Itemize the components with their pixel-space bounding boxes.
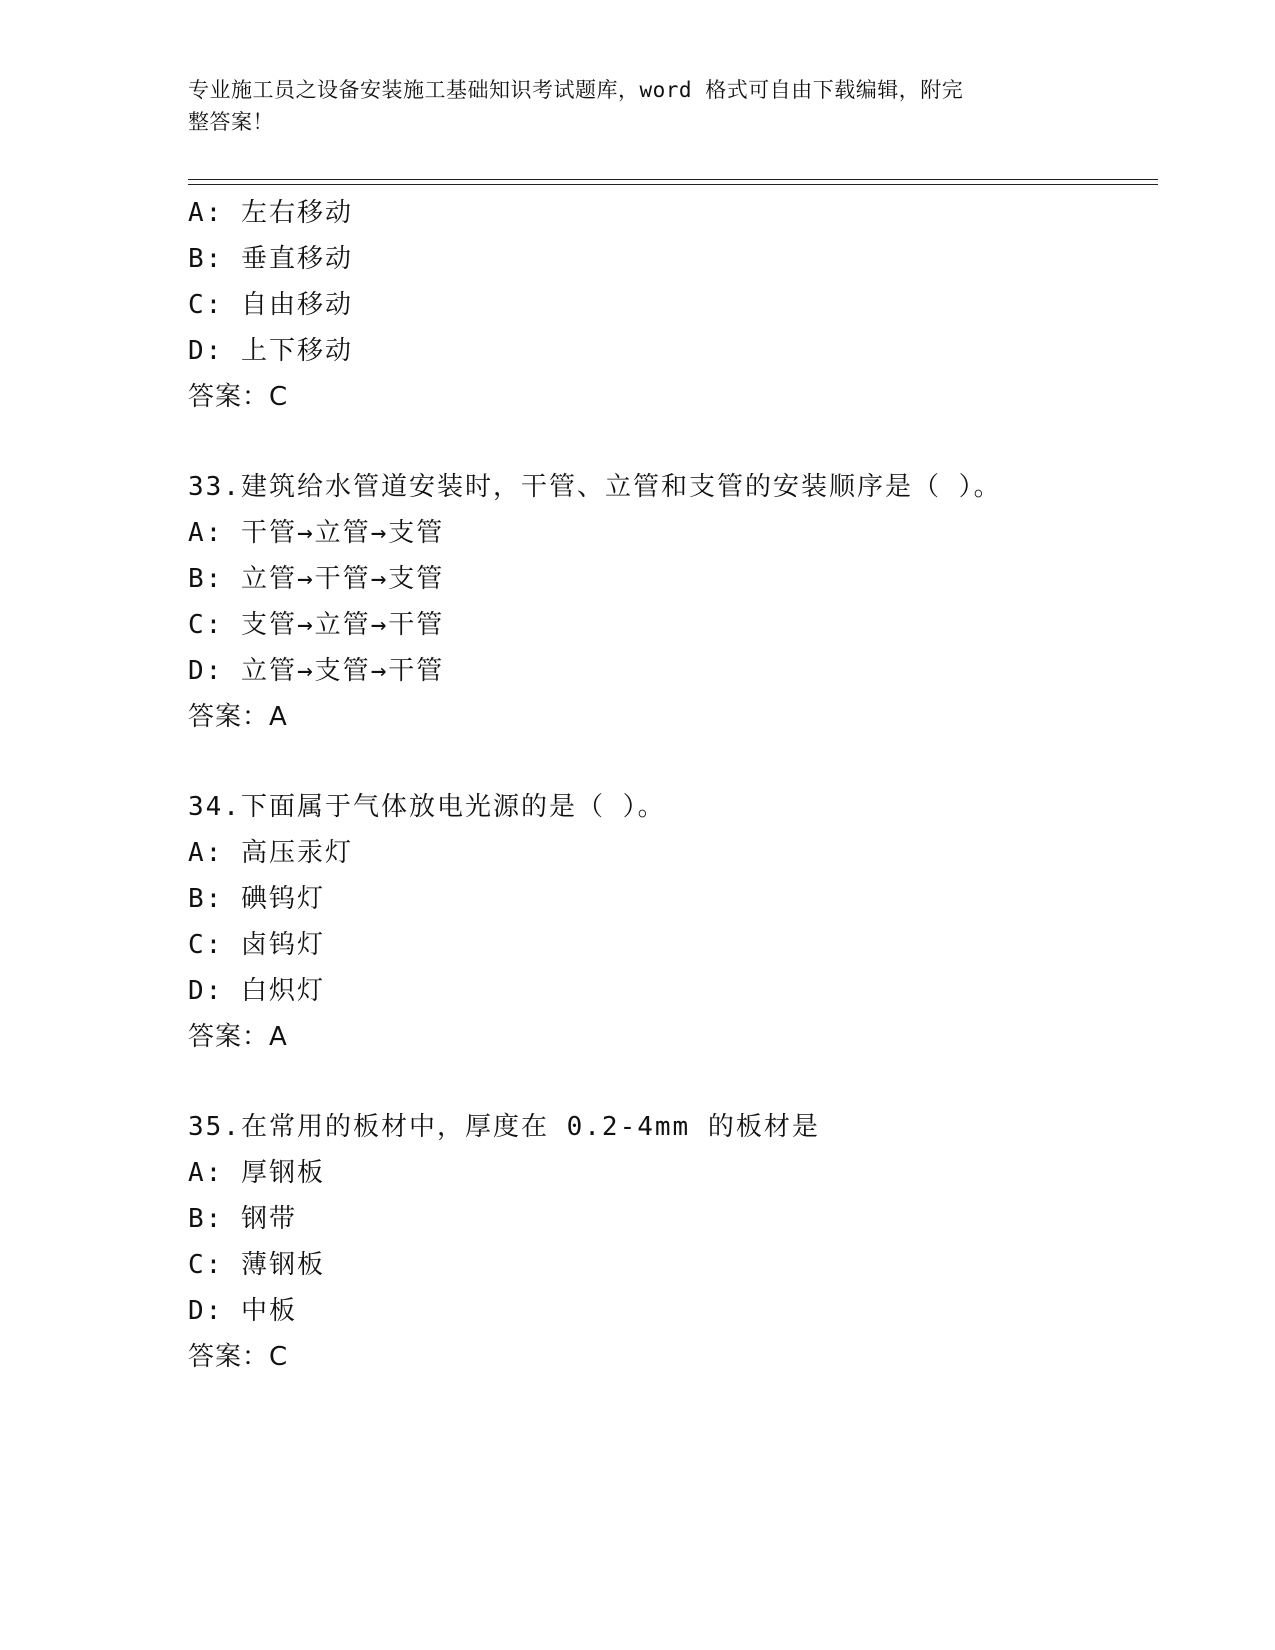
- option-c: C: 支管→立管→干管: [188, 610, 445, 640]
- option-a: A: 厚钢板: [188, 1158, 325, 1188]
- spacer: [188, 740, 1148, 784]
- header-divider-bottom: [188, 184, 1158, 185]
- document-header: [188, 74, 1068, 138]
- option-a: A: 干管→立管→支管: [188, 518, 445, 548]
- option-a: A: 高压汞灯: [188, 838, 353, 868]
- option-b: B: 碘钨灯: [188, 884, 325, 914]
- question-block: [188, 190, 1148, 420]
- spacer: [188, 420, 1148, 464]
- option-c: C: 薄钢板: [188, 1250, 325, 1280]
- question-list: [188, 190, 1148, 1380]
- option-d: D: 立管→支管→干管: [188, 656, 445, 686]
- question-block: [188, 784, 1148, 1060]
- option-a: A: 左右移动: [188, 198, 353, 228]
- answer-line: 答案：A: [188, 702, 288, 732]
- question-text: 34.下面属于气体放电光源的是（ ）。: [188, 792, 666, 822]
- option-b: B: 垂直移动: [188, 244, 353, 274]
- option-d: D: 白炽灯: [188, 976, 325, 1006]
- question-text: 35.在常用的板材中，厚度在 0.2-4mm 的板材是: [188, 1112, 820, 1142]
- question-block: [188, 464, 1148, 740]
- option-b: B: 立管→干管→支管: [188, 564, 445, 594]
- header-line-1: 专业施工员之设备安装施工基础知识考试题库，word 格式可自由下载编辑，附完: [188, 78, 964, 102]
- question-block: [188, 1104, 1148, 1380]
- answer-line: 答案：C: [188, 1342, 289, 1372]
- spacer: [188, 1060, 1148, 1104]
- option-c: C: 自由移动: [188, 290, 353, 320]
- option-d: D: 上下移动: [188, 336, 353, 366]
- answer-line: 答案：A: [188, 1022, 288, 1052]
- header-divider-top: [188, 179, 1158, 180]
- option-b: B: 钢带: [188, 1204, 297, 1234]
- question-text: 33.建筑给水管道安装时，干管、立管和支管的安装顺序是（ ）。: [188, 472, 1002, 502]
- answer-line: 答案：C: [188, 382, 289, 412]
- option-d: D: 中板: [188, 1296, 297, 1326]
- header-line-2: 整答案！: [188, 110, 274, 134]
- option-c: C: 卤钨灯: [188, 930, 325, 960]
